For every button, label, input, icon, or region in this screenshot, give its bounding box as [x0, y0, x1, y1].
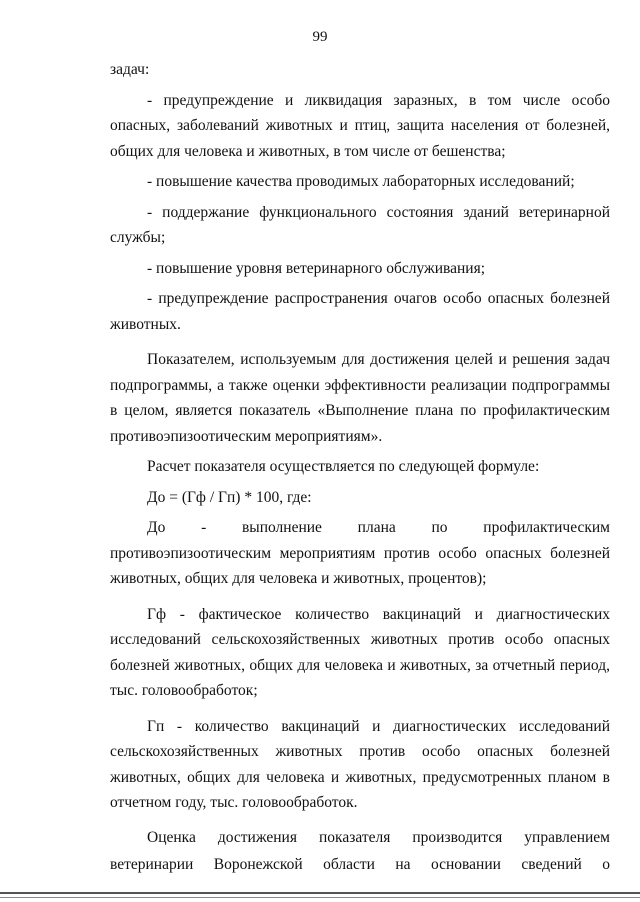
definition-gp: Гп - количество вакцинаций и диагностических исследований сельскохозяйственных животных против особо опасных болезней животных, общих для человека и животных, предусмотренных планом в отчетном году, тыс. головообработок.: [110, 717, 610, 811]
paragraph-formula-intro: Расчет показателя осуществляется по следующей формуле:: [147, 458, 540, 475]
paragraph-bullet-prevention: - предупреждение и ликвидация заразных, в том числе особо опасных, заболеваний животных и птиц, защита населения от болезней, общих для человека и животных, в том числе от бешенства;: [110, 91, 610, 160]
paragraph-bullet-lab-quality: - повышение качества проводимых лабораторных исследований;: [147, 173, 575, 190]
page-number: 99: [312, 29, 328, 45]
definition-do: До - выполнение плана по профилактическим противоэпизоотическим мероприятиям против особо опасных болезней животных, общих для человека и животных, процентов);: [110, 519, 610, 587]
paragraph-bullet-service-level: - повышение уровня ветеринарного обслуживания;: [147, 259, 486, 277]
paragraph-bullet-outbreaks: - предупреждение распространения очагов особо опасных болезней животных.: [110, 290, 610, 333]
paragraph-evaluation: Оценка достижения показателя производится управлением ветеринарии Воронежской области на основании сведений о: [110, 828, 610, 873]
body-text: [110, 57, 610, 878]
definition-gf: Гф - фактическое количество вакцинаций и диагностических исследований сельскохозяйственных животных против особо опасных болезней животных, общих для человека и животных, за отчетный период, тыс. головообработок;: [110, 605, 610, 699]
paragraph-tasks-lead: задач:: [110, 61, 150, 78]
formula: До = (Гф / Гп) * 100, где:: [147, 488, 312, 506]
footer-rule-thin: [0, 897, 640, 898]
paragraph-indicator: Показателем, используемым для достижения целей и решения задач подпрограммы, а также оценки эффективности реализации подпрограммы в целом, является показатель «Выполнение плана по профилактическим противоэпизоотическим мероприятиям».: [110, 351, 610, 445]
footer-rule: [0, 892, 640, 894]
paragraph-bullet-buildings: - поддержание функционального состояния зданий ветеринарной службы;: [110, 203, 610, 246]
